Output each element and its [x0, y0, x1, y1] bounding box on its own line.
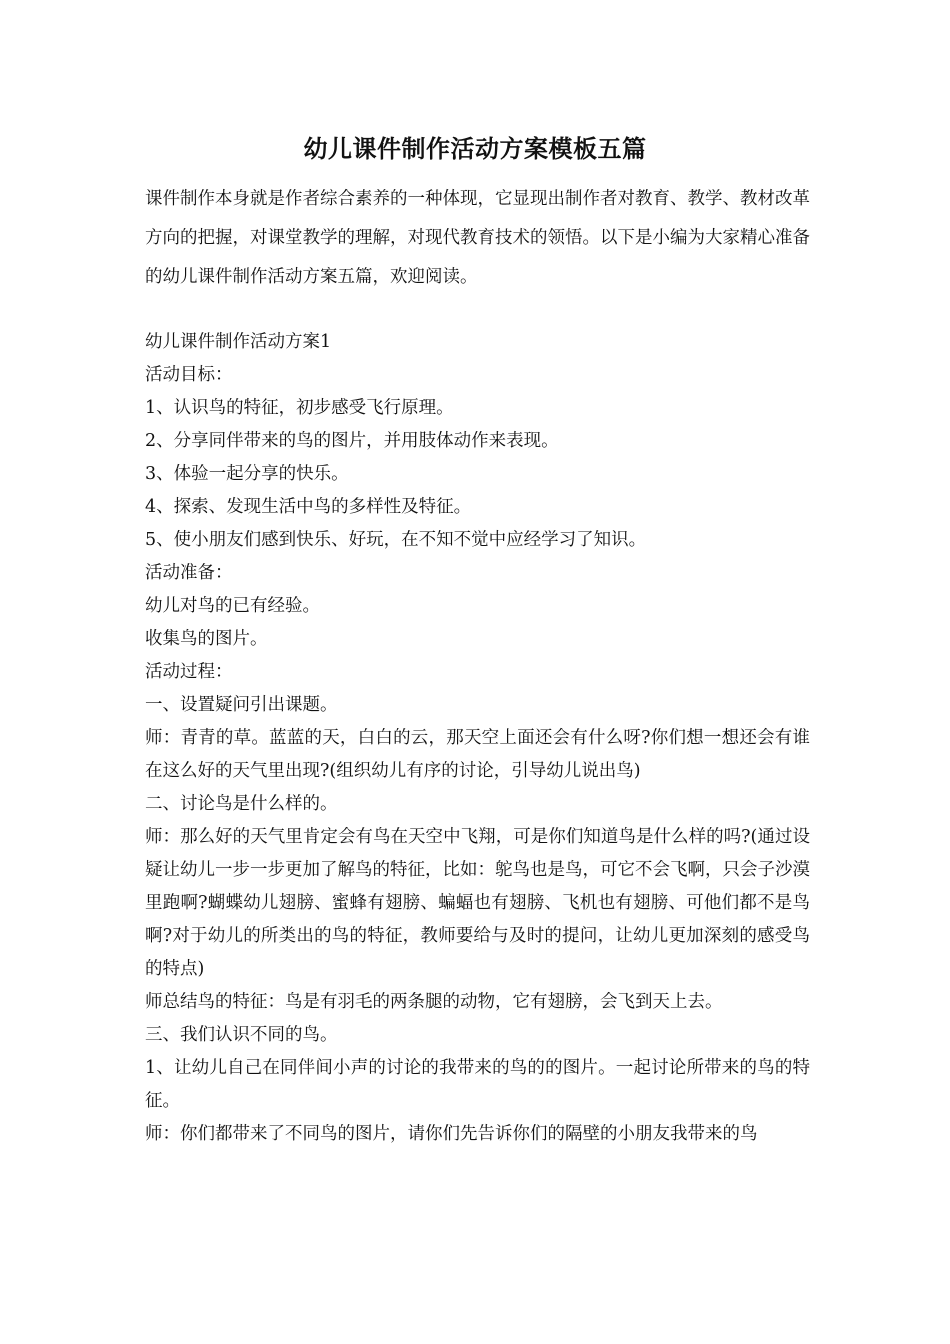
step1-text: 师：青青的草。蓝蓝的天，白白的云，那天空上面还会有什么呀?你们想一想还会有谁在这么好的天气里出现?(组织幼儿有序的讨论，引导幼儿说出鸟)	[145, 728, 810, 781]
prep-item: 幼儿对鸟的已有经验。	[145, 596, 320, 616]
step1-heading: 一、设置疑问引出课题。	[145, 695, 338, 715]
document-title: 幼儿课件制作活动方案模板五篇	[303, 134, 647, 163]
document-body	[145, 326, 810, 1151]
goal-item: 3、体验一起分享的快乐。	[145, 464, 349, 484]
step3-text: 师：你们都带来了不同鸟的图片，请你们先告诉你们的隔壁的小朋友我带来的鸟	[145, 1124, 758, 1144]
prep-heading: 活动准备：	[145, 563, 233, 583]
step2-text: 师：那么好的天气里肯定会有鸟在天空中飞翔，可是你们知道鸟是什么样的吗?(通过设疑让幼儿一步一步更加了解鸟的特征，比如：鸵鸟也是鸟，可它不会飞啊，只会子沙漠里跑啊?蝴蝶幼儿翅膀、蜜蜂有翅膀、蝙蝠也有翅膀、飞机也有翅膀、可他们都不是鸟啊?对于幼儿的所类出的鸟的特征，教师要给与及时的提问，让幼儿更加深刻的感受鸟的特点)	[145, 827, 810, 979]
goal-item: 1、认识鸟的特征，初步感受飞行原理。	[145, 398, 454, 418]
goals-heading: 活动目标：	[145, 365, 233, 385]
goal-item: 4、探索、发现生活中鸟的多样性及特征。	[145, 497, 472, 517]
section-heading: 幼儿课件制作活动方案1	[145, 332, 332, 352]
step3-item: 1、让幼儿自己在同伴间小声的讨论的我带来的鸟的的图片。一起讨论所带来的鸟的特征。	[145, 1058, 810, 1111]
step2-heading: 二、讨论鸟是什么样的。	[145, 794, 338, 814]
step2-summary: 师总结鸟的特征：鸟是有羽毛的两条腿的动物，它有翅膀，会飞到天上去。	[145, 992, 723, 1012]
process-heading: 活动过程：	[145, 662, 233, 682]
intro-paragraph: 课件制作本身就是作者综合素养的一种体现，它显现出制作者对教育、教学、教材改革方向的把握，对课堂教学的理解，对现代教育技术的领悟。以下是小编为大家精心准备的幼儿课件制作活动方案五篇，欢迎阅读。	[145, 189, 810, 287]
goal-item: 5、使小朋友们感到快乐、好玩，在不知不觉中应经学习了知识。	[145, 530, 647, 550]
step3-heading: 三、我们认识不同的鸟。	[145, 1025, 338, 1045]
goal-item: 2、分享同伴带来的鸟的图片，并用肢体动作来表现。	[145, 431, 559, 451]
prep-item: 收集鸟的图片。	[145, 629, 268, 649]
